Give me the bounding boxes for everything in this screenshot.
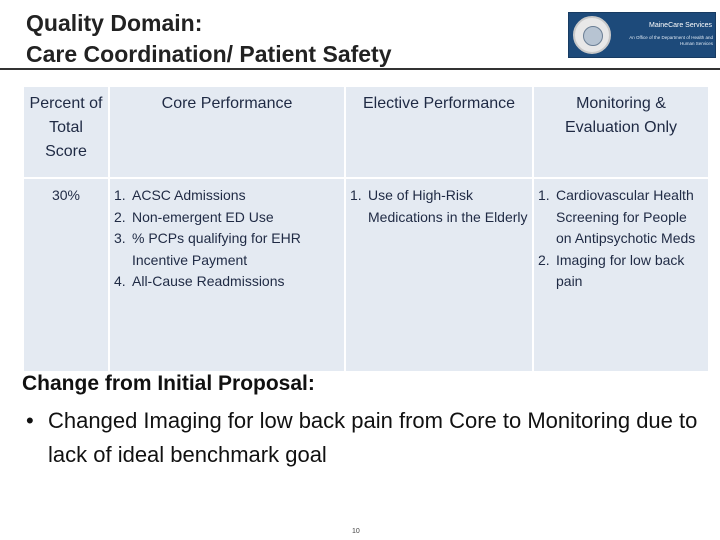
logo-name: MaineCare Services <box>649 22 713 29</box>
cell-monitoring <box>533 178 709 372</box>
monitoring-measures-list <box>538 185 704 293</box>
item-text: Non-emergent ED Use <box>132 208 274 225</box>
item-number: 2. <box>538 251 550 268</box>
list-item <box>114 228 340 271</box>
list-item <box>114 271 340 293</box>
change-heading: Change from Initial Proposal: <box>22 372 315 395</box>
title-line-1: Quality Domain: <box>26 10 203 36</box>
list-item <box>538 185 704 250</box>
page-title <box>26 8 392 70</box>
item-number: 1. <box>538 187 550 203</box>
item-number: 2. <box>114 208 126 225</box>
cell-percent: 30% <box>23 178 109 372</box>
list-item <box>350 185 528 228</box>
state-seal-icon <box>573 16 611 54</box>
item-text: ACSC Admissions <box>132 187 246 203</box>
bullet-icon: • <box>26 408 34 433</box>
header-percent: Percent of Total Score <box>23 86 109 178</box>
change-bullet <box>22 404 702 472</box>
cell-elective <box>345 178 533 372</box>
mainecare-logo <box>568 12 716 58</box>
header-monitoring: Monitoring & Evaluation Only <box>533 86 709 178</box>
bullet-text: Changed Imaging for low back pain from Core to Monitoring due to lack of ideal benchmark goal <box>48 408 698 467</box>
item-number: 3. <box>114 230 126 246</box>
table-header-row <box>23 86 709 178</box>
core-measures-list <box>114 185 340 293</box>
item-text: Use of High-Risk Medications in the Elderly <box>368 187 528 225</box>
logo-subtitle: An Office of the Department of Health and Human Services <box>629 35 713 46</box>
list-item <box>114 185 340 207</box>
title-line-2: Care Coordination/ Patient Safety <box>26 41 392 67</box>
header-elective: Elective Performance <box>345 86 533 178</box>
item-text: Cardiovascular Health Screening for People on Antipsychotic Meds <box>556 187 696 246</box>
quality-table <box>22 85 710 373</box>
page-number: 10 <box>352 528 360 535</box>
cell-core <box>109 178 345 372</box>
item-text: % PCPs qualifying for EHR Incentive Payment <box>132 230 301 268</box>
item-text: All-Cause Readmissions <box>132 273 285 289</box>
list-item <box>114 207 340 229</box>
item-number: 1. <box>114 187 126 203</box>
item-number: 1. <box>350 187 362 203</box>
header-core: Core Performance <box>109 86 345 178</box>
item-number: 4. <box>114 273 126 289</box>
list-item <box>538 250 704 293</box>
elective-measures-list <box>350 185 528 228</box>
title-divider <box>0 68 720 70</box>
table-row <box>23 178 709 372</box>
item-text: Imaging for low back pain <box>556 251 685 289</box>
